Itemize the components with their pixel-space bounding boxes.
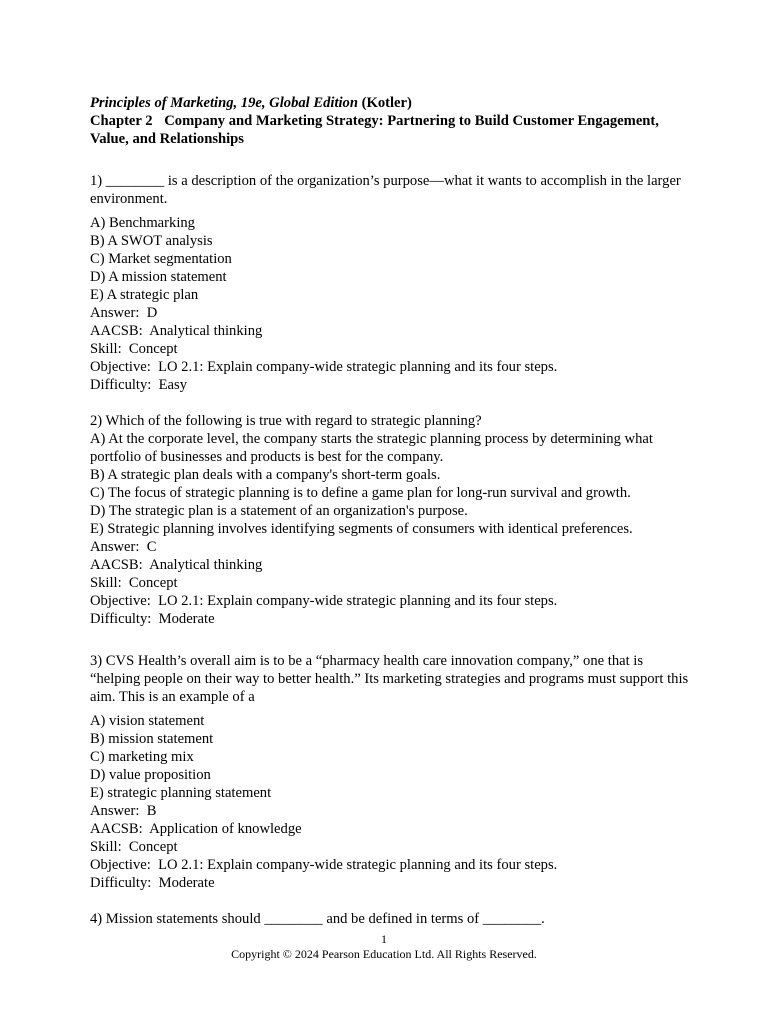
book-heading xyxy=(90,94,690,112)
objective: Objective: LO 2.1: Explain company-wide strategic planning and its four steps. xyxy=(90,593,558,609)
option-e: E) strategic planning statement xyxy=(90,785,272,801)
page-footer xyxy=(0,932,768,962)
option-b: B) A strategic plan deals with a company's short-term goals. xyxy=(90,467,441,483)
option-d: D) value proposition xyxy=(90,767,211,783)
skill: Skill: Concept xyxy=(90,341,178,357)
skill: Skill: Concept xyxy=(90,575,178,591)
question-stem: 1) ________ is a description of the organization’s purpose—what it wants to accomplish in the larger environment. xyxy=(90,173,681,207)
option-c: C) The focus of strategic planning is to define a game plan for long-run survival and growth. xyxy=(90,485,631,501)
book-author: (Kotler) xyxy=(361,95,412,111)
book-title: Principles of Marketing, 19e, Global Edition xyxy=(90,95,358,111)
answer: Answer: B xyxy=(90,803,157,819)
option-b: B) mission statement xyxy=(90,731,214,747)
question-4 xyxy=(90,910,690,928)
answer: Answer: D xyxy=(90,305,158,321)
answer: Answer: C xyxy=(90,539,157,555)
objective: Objective: LO 2.1: Explain company-wide strategic planning and its four steps. xyxy=(90,359,558,375)
difficulty: Difficulty: Moderate xyxy=(90,611,215,627)
page-content xyxy=(90,94,690,928)
question-stem: 2) Which of the following is true with regard to strategic planning? xyxy=(90,413,482,429)
chapter-number: Chapter 2 xyxy=(90,113,153,129)
question-stem: 4) Mission statements should ________ and be defined in terms of ________. xyxy=(90,911,545,927)
page-number: 1 xyxy=(381,932,387,946)
option-c: C) Market segmentation xyxy=(90,251,232,267)
option-e: E) Strategic planning involves identifying segments of consumers with identical preferences. xyxy=(90,521,633,537)
chapter-title: Company and Marketing Strategy: Partnering to Build Customer Engagement, Value, and Relationships xyxy=(90,113,659,147)
aacsb: AACSB: Analytical thinking xyxy=(90,323,263,339)
option-c: C) marketing mix xyxy=(90,749,194,765)
chapter-heading xyxy=(90,112,690,148)
aacsb: AACSB: Application of knowledge xyxy=(90,821,302,837)
option-a: A) vision statement xyxy=(90,713,205,729)
objective: Objective: LO 2.1: Explain company-wide strategic planning and its four steps. xyxy=(90,857,558,873)
option-b: B) A SWOT analysis xyxy=(90,233,213,249)
difficulty: Difficulty: Moderate xyxy=(90,875,215,891)
option-a: A) At the corporate level, the company starts the strategic planning process by determining what portfolio of businesses and products is best for the company. xyxy=(90,431,657,465)
question-stem: 3) CVS Health’s overall aim is to be a “pharmacy health care innovation company,” one that is “helping people on their way to better health.” Its marketing strategies and programs must support this aim. This is an example of a xyxy=(90,653,689,705)
aacsb: AACSB: Analytical thinking xyxy=(90,557,263,573)
difficulty: Difficulty: Easy xyxy=(90,377,188,393)
option-d: D) The strategic plan is a statement of an organization's purpose. xyxy=(90,503,468,519)
question-1 xyxy=(90,172,690,394)
copyright-notice: Copyright © 2024 Pearson Education Ltd. All Rights Reserved. xyxy=(231,947,537,961)
question-2 xyxy=(90,412,690,628)
option-a: A) Benchmarking xyxy=(90,215,195,231)
question-3 xyxy=(90,652,690,892)
skill: Skill: Concept xyxy=(90,839,178,855)
option-d: D) A mission statement xyxy=(90,269,227,285)
option-e: E) A strategic plan xyxy=(90,287,199,303)
